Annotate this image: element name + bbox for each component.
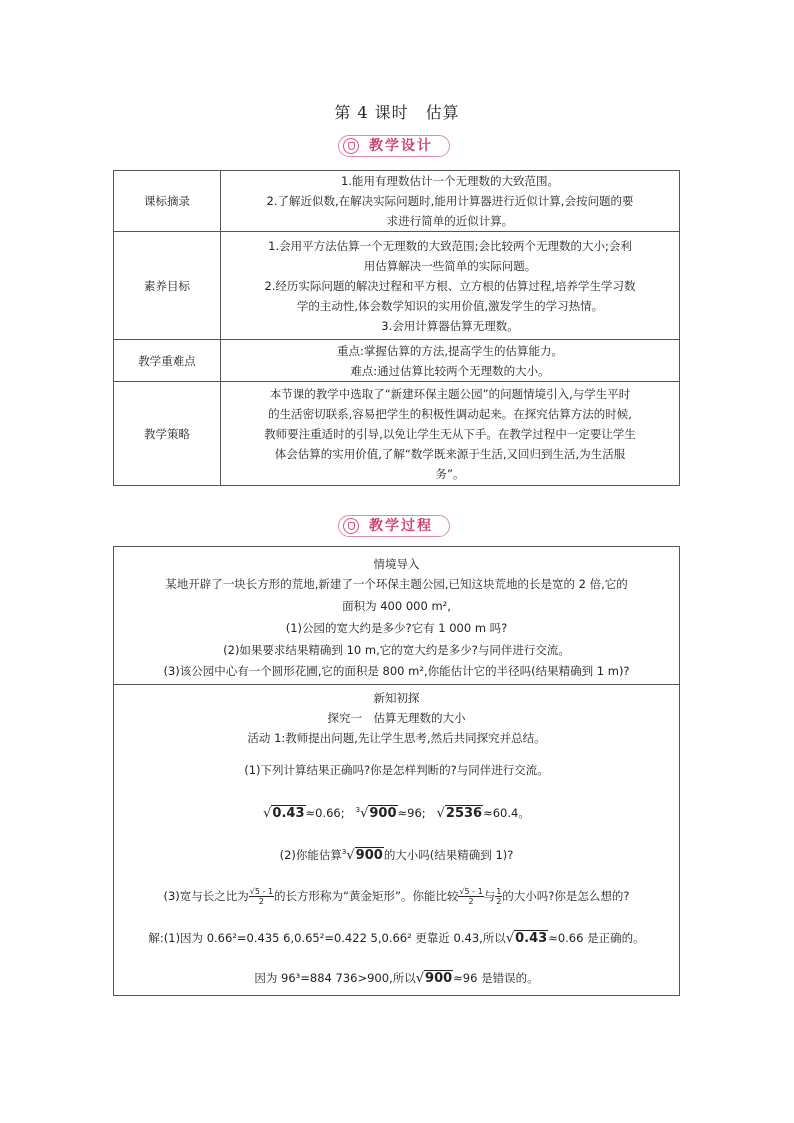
solution-2: 因为 96³=884 736>900,所以√900≈96 是错误的。 (254, 971, 539, 986)
line: 教师要注重适时的引导,以免让学生无从下手。在教学过程中一定要让学生 (264, 426, 636, 441)
line: 务”。 (435, 466, 465, 481)
row-key: 素养目标 (114, 232, 221, 340)
table-row (114, 382, 680, 486)
line: 难点:通过估算比较两个无理数的大小。 (350, 363, 550, 378)
row-key: 课标摘录 (114, 171, 221, 232)
section-badge-process (338, 515, 450, 537)
book-icon (343, 518, 359, 534)
fraction: $\frac{√5 - 1}{2}$ (249, 887, 274, 906)
line: 用估算解决一些简单的实际问题。 (363, 258, 537, 273)
radical: √0.43 (263, 805, 305, 821)
solution-1: 解:(1)因为 0.66²=0.435 6,0.65²=0.422 5,0.66² 更靠近 0.43,所以√0.43≈0.66 是正确的。 (148, 931, 645, 946)
book-icon (343, 138, 359, 154)
radical: √0.43 (505, 931, 548, 946)
line: 体会估算的实用价值,了解“数学既来源于生活,又回归到生活,为生活服 (274, 446, 626, 461)
formula-text: ≈60.4。 (483, 805, 530, 820)
formula-line (114, 801, 679, 823)
cube-radical: $^3$√900 (341, 847, 383, 863)
section-badge-design (338, 135, 450, 157)
explore-title: 探究一 估算无理数的大小 (327, 711, 466, 725)
activity-text: 活动 1:教师提出问题,先让学生思考,然后共同探究并总结。 (247, 731, 546, 745)
page-title: 第 4 课时 估算 (334, 103, 460, 122)
process-box (113, 546, 680, 996)
line: 2.了解近似数,在解决实际问题时,能用计算器进行近似计算,会按问题的要 (266, 194, 634, 208)
formula-text: ≈96; (397, 805, 426, 820)
question-1: (1)下列计算结果正确吗?你是怎样判断的?与同伴进行交流。 (244, 763, 549, 777)
line: 学的主动性,体会数学知识的实用价值,激发学生的学习热情。 (296, 298, 604, 313)
fraction: $\frac{1}{2}$ (496, 887, 502, 906)
badge-label: 教学过程 (369, 518, 433, 534)
new-heading: 新知初探 (373, 691, 420, 705)
badge-label: 教学设计 (369, 138, 433, 154)
cube-radical: $^3$√900 (355, 805, 397, 821)
line: 2.经历实际问题的解决过程和平方根、立方根的估算过程,培养学生学习数 (264, 278, 636, 293)
row-key: 教学策略 (114, 382, 221, 486)
line: 求进行简单的近似计算。 (386, 214, 514, 228)
question-2: (2)你能估算$^3$√900的大小吗(结果精确到 1)? (114, 843, 679, 865)
intro-line: 面积为 400 000 m², (342, 599, 451, 613)
row-value (221, 340, 680, 382)
fraction: $\frac{√5 - 1}{2}$ (459, 887, 483, 906)
line: 3.会用计算器估算无理数。 (381, 318, 519, 333)
design-table (113, 170, 680, 486)
intro-line: (1)公园的宽大约是多少?它有 1 000 m 吗? (285, 621, 508, 635)
intro-line: 某地开辟了一块长方形的荒地,新建了一个环保主题公园,已知这块荒地的长是宽的 2 倍,它的 (165, 577, 628, 591)
table-row (114, 340, 680, 382)
table-row (114, 171, 680, 232)
line: 1.会用平方法估算一个无理数的大致范围;会比较两个无理数的大小;会利 (268, 238, 632, 253)
intro-line: (3)该公园中心有一个圆形花圃,它的面积是 800 m²,你能估计它的半径吗(结果精确到 1 m)? (163, 664, 630, 678)
line: 的生活密切联系,容易把学生的积极性调动起来。在探究估算方法的时候, (268, 406, 632, 421)
row-value (221, 171, 680, 232)
row-value (221, 232, 680, 340)
row-value (221, 382, 680, 486)
line: 本节课的教学中选取了“新建环保主题公园”的问题情境引入,与学生平时 (269, 386, 631, 401)
radical: √900 (415, 971, 453, 986)
formula-text: ≈0.66; (305, 805, 345, 820)
question-3: (3)宽与长之比为 $\frac{√5 - 1}{2}$ 的长方形称为“黄金矩形”。你能比较 $\frac{√5 - 1}{2}$ 与 $\frac{1}{2}$ 的大小吗?你是怎么想的? (163, 887, 630, 906)
intro-heading: 情境导入 (373, 557, 420, 571)
row-key: 教学重难点 (114, 340, 221, 382)
table-row (114, 232, 680, 340)
radical: √2536 (436, 805, 483, 821)
line: 重点:掌握估算的方法,提高学生的估算能力。 (336, 343, 564, 358)
divider (114, 684, 679, 685)
intro-line: (2)如果要求结果精确到 10 m,它的宽大约是多少?与同伴进行交流。 (223, 643, 570, 657)
line: 1.能用有理数估计一个无理数的大致范围。 (341, 174, 559, 188)
